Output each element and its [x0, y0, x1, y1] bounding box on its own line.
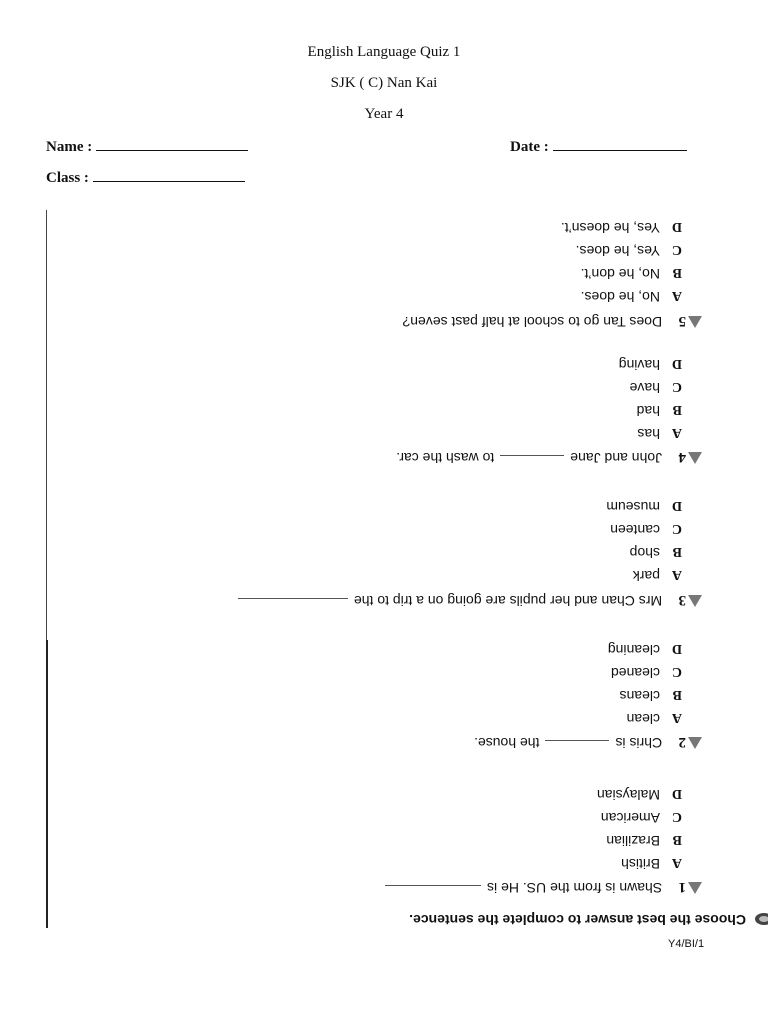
answer-blank[interactable] [545, 740, 609, 750]
name-blank[interactable] [96, 137, 248, 151]
date-label: Date : [510, 139, 549, 155]
option-letter: D [671, 356, 682, 371]
question-text: Mrs Chan and her pupils are going on a trip to the [353, 593, 663, 609]
class-field [46, 168, 245, 187]
option-4b[interactable] [637, 401, 682, 419]
answer-blank[interactable] [385, 885, 481, 895]
option-text: having [618, 357, 660, 373]
question-text-after: to wash the car. [396, 450, 495, 466]
option-text: cleaned [610, 665, 660, 681]
option-letter: A [671, 288, 682, 303]
option-text: had [636, 403, 660, 419]
option-letter: A [671, 855, 682, 870]
option-letter: D [671, 498, 682, 513]
option-letter: A [671, 710, 682, 725]
option-text: British [621, 856, 660, 872]
option-text: Yes, he does. [575, 243, 660, 259]
question-text: John and Jane [570, 450, 663, 466]
option-letter: B [672, 402, 682, 417]
question-1 [379, 878, 702, 896]
option-4a[interactable] [637, 424, 682, 442]
option-letter: A [671, 425, 682, 440]
option-letter: C [671, 809, 682, 824]
answer-blank[interactable] [500, 455, 564, 465]
option-5c[interactable] [576, 241, 682, 259]
option-1c[interactable] [601, 808, 682, 826]
question-text: Does Tan go to school at half past seven? [402, 314, 663, 330]
option-text: No, he does. [580, 289, 660, 305]
option-5d[interactable] [561, 218, 682, 236]
option-1b[interactable] [606, 831, 682, 849]
option-4c[interactable] [630, 378, 682, 396]
page-code: Y4/BI/1 [668, 938, 705, 950]
question-number: 1 [678, 879, 686, 895]
option-text: American [600, 810, 660, 826]
question-4 [396, 448, 702, 466]
date-blank[interactable] [553, 137, 687, 151]
triangle-icon [688, 737, 702, 749]
option-3a[interactable] [633, 566, 682, 584]
option-letter: B [672, 687, 682, 702]
option-text: shop [629, 545, 660, 561]
option-letter: B [672, 544, 682, 559]
triangle-icon [688, 595, 702, 607]
option-3d[interactable] [606, 497, 682, 515]
option-5b[interactable] [581, 264, 682, 282]
option-text: Malaysian [596, 787, 660, 803]
option-5a[interactable] [581, 287, 682, 305]
question-text-after: the house. [474, 735, 540, 751]
option-letter: C [671, 664, 682, 679]
option-text: clean [626, 711, 660, 727]
name-field [46, 137, 248, 156]
question-2 [474, 733, 702, 751]
question-number: 4 [678, 449, 686, 465]
option-text: park [632, 568, 660, 584]
question-number: 3 [678, 592, 686, 608]
date-field [510, 137, 687, 156]
option-1d[interactable] [597, 785, 682, 803]
option-text: cleaning [607, 642, 660, 658]
option-text: museum [606, 499, 660, 515]
option-letter: C [671, 242, 682, 257]
question-number: 2 [678, 734, 686, 750]
upside-down-quiz [0, 200, 768, 940]
option-text: Brazilian [606, 833, 660, 849]
option-2a[interactable] [627, 709, 682, 727]
question-text: Chris is [615, 735, 663, 751]
question-5 [402, 312, 702, 330]
option-text: Yes, he doesn’t. [560, 220, 660, 236]
option-1a[interactable] [621, 854, 682, 872]
option-letter: C [671, 521, 682, 536]
option-text: No, he don’t. [580, 266, 660, 282]
year-level: Year 4 [364, 106, 404, 122]
triangle-icon [688, 882, 702, 894]
option-letter: B [672, 832, 682, 847]
quiz-title: English Language Quiz 1 [307, 44, 461, 60]
option-text: cleans [619, 688, 660, 704]
school-name: SJK ( C) Nan Kai [330, 75, 438, 91]
triangle-icon [688, 452, 702, 464]
class-blank[interactable] [93, 168, 245, 182]
question-text: Shawn is from the US. He is [487, 880, 663, 896]
option-2d[interactable] [608, 640, 682, 658]
option-text: have [629, 380, 660, 396]
option-letter: B [672, 265, 682, 280]
option-4d[interactable] [619, 355, 682, 373]
class-label: Class : [46, 170, 89, 186]
option-letter: A [671, 567, 682, 582]
question-number: 5 [678, 313, 686, 329]
option-letter: D [671, 786, 682, 801]
triangle-icon [688, 316, 702, 328]
option-letter: D [671, 641, 682, 656]
option-letter: C [671, 379, 682, 394]
option-2b[interactable] [620, 686, 682, 704]
pencil-hand-icon [754, 912, 768, 926]
answer-blank[interactable] [238, 598, 348, 608]
question-3 [232, 591, 702, 609]
instruction-text: Choose the best answer to complete the sentence. [409, 912, 746, 928]
option-3b[interactable] [630, 543, 682, 561]
option-text: has [637, 426, 660, 442]
option-2c[interactable] [611, 663, 682, 681]
option-3c[interactable] [610, 520, 682, 538]
option-text: canteen [610, 522, 660, 538]
name-label: Name : [46, 139, 93, 155]
option-letter: D [671, 219, 682, 234]
